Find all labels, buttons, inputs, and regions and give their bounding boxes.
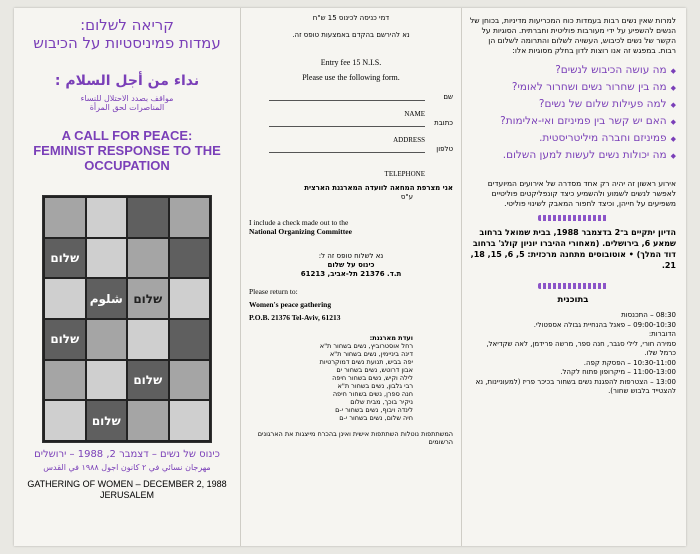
program-title: בתוכנית — [557, 295, 589, 305]
address-label-he: כתובת — [434, 119, 453, 127]
disclaimer: המשתתפות נוטלות השתתפות אישית ואינן בהכרח מייצגות את הארגונים הרשומים — [257, 430, 453, 446]
phone-field[interactable] — [249, 144, 453, 160]
question-item: ◆ פמיניזם וחברה מיליטריסטית. — [470, 132, 676, 146]
return-hebrew-3: ת.ד. 21376 תל-אביב, 61213 — [300, 270, 402, 278]
phone-label-he: טלפון — [436, 145, 453, 153]
series-paragraph: אירוע ראשון זה יהיה רק אחד מסדרה של אירועים המיועדים לאפשר לנשים לשמוע ולהשמיע כיצד קונפליקטים פוליטיים משפיעים על חייהן, וכיצד לחפור המאבק לשינוי פוליטי. — [487, 179, 676, 208]
questions-list — [470, 64, 676, 163]
check-english-1: I include a check made out to the — [249, 218, 349, 227]
registration-panel — [240, 8, 462, 546]
gathering-english-line-1: GATHERING OF WOMEN – DECEMBER 2, 1988 — [27, 479, 227, 489]
form-english: Please use the following form. — [302, 73, 400, 82]
arabic-title-line-1: نداء من أجل السلام : — [54, 73, 200, 89]
registration-form — [249, 92, 453, 178]
photo-word: שלום — [128, 279, 168, 318]
committee-member: רחל אוסטרוביץ, נשים בשחור ת"א — [319, 342, 413, 350]
name-field[interactable] — [249, 92, 453, 108]
check-hebrew-2: ע"ס — [400, 193, 413, 201]
intro-paragraph: למרות שאין נשים רבות בעמדות כוח המכריעות מדיניות, בכוחן של הנשים להשפיע על ידי מעורבות פוליטית וחברתית. הסוגיות על הקשר של נשים לכיבוש, העשויה לשלום והתרומה לשלום הן רבות. במפגש זה אנו רוצות לדון בחלק מסוגיות אלו: — [470, 16, 676, 55]
fee-hebrew: דמי כניסה לכינוס 15 ש"ח — [312, 14, 390, 22]
return-english-2: Women's peace gathering — [249, 300, 332, 309]
venue-paragraph: הדיון יתקיים ב־2 בדצמבר 1988, בבית שמואל ברחוב שמאע 6, בירושלים. (מאחורי ההיברו יוניון קולג' ברחוב דוד המלך) • אוטובוסים מתחנה מרכזית: 5, 6, 15, 18, 21. — [470, 228, 676, 270]
check-hebrew-1 — [249, 184, 453, 193]
question-item: ◆ מה עושה הכיבוש לנשים? — [470, 64, 676, 78]
question-item: ◆ מה בין שחרור נשים ושחרור לאומי? — [470, 81, 676, 95]
return-english-3: P.O.B. 21376 Tel-Aviv, 61213 — [249, 313, 341, 322]
arabic-title-line-3: المناصرات لحق المرأة — [89, 103, 165, 112]
fee-english: Entry fee 15 N.I.S. — [320, 58, 382, 67]
register-hebrew: נא להירשם בהקדם באמצעות טופס זה. — [292, 31, 410, 39]
photo-word: שלום — [87, 401, 127, 440]
name-label-en: NAME — [404, 110, 425, 118]
committee-member: ניקיר בוכך, מבית שלום — [350, 398, 413, 406]
leaflet-sheet — [14, 8, 686, 546]
photo-word: شلوم — [87, 279, 127, 318]
committee-title: ועדת מארגנת: — [369, 334, 413, 342]
address-label-en: ADDRESS — [393, 136, 425, 144]
photo-word: שלום — [45, 320, 85, 359]
program-item: הדוברות: — [648, 330, 676, 338]
quilt-photo — [42, 195, 212, 443]
hebrew-title-line-1: קריאה לשלום: — [80, 16, 174, 34]
committee-member: לילה וקיש, נשים בשחור חיפה — [332, 374, 413, 382]
check-english-2: National Organizing Committee — [249, 227, 352, 236]
return-hebrew-2: כינוס על שלום — [327, 261, 375, 269]
program-item: 10:30-11:00 – הפסקת קפה. — [583, 358, 676, 367]
address-field[interactable] — [249, 118, 453, 134]
program-item: 09:00-10:30 – פאנל בהנחיית גבולה אספטולי. — [533, 320, 676, 329]
program-list — [470, 311, 676, 397]
committee-member: רבי גלבון, נשים בשחור ת"א — [337, 382, 413, 390]
gathering-english-line-2: JERUSALEM — [99, 490, 154, 500]
committee-member: אבון דרוטש, נשים בשחור ים — [336, 366, 413, 374]
photo-word: שלום — [128, 361, 168, 400]
committee-member: חנה ספרן, נשים בשחור חיפה — [332, 390, 413, 398]
question-item: ◆ למה פעילות שלום של נשים? — [470, 98, 676, 112]
committee-member: חיה שלום, נשים בשחור י-ם — [339, 414, 413, 422]
english-title-line-2: FEMINIST RESPONSE TO THE — [33, 143, 221, 158]
name-label-he: שם — [443, 93, 453, 101]
check-hebrew-text: אני מצרפת המחאה לוועדה המארגנת הארצית — [304, 184, 453, 192]
program-item: 11:00-13:00 – מיקרופון פתוח לקהל. — [560, 368, 676, 376]
program-item: 08:30 – התכנסות — [621, 311, 676, 319]
gathering-arabic: مهرجان نسائي في ٢ كانون اجول ١٩٨٨ في القدس — [43, 463, 211, 472]
committee-member: דינה ביניימין, נשים בשחור ת"א — [329, 350, 413, 358]
info-panel — [462, 8, 686, 546]
phone-label-en: TELEPHONE — [384, 170, 425, 178]
photo-word: שלום — [45, 239, 85, 278]
divider-ornament — [538, 283, 608, 289]
arabic-title-line-2: مواقف بصدد الاحتلال للنساء — [80, 94, 174, 103]
committee-member: יפה בביש, תנועת נשים דמוקרטיות — [319, 358, 413, 366]
english-title-line-1: A CALL FOR PEACE: — [61, 128, 193, 143]
program-item: 13:00 – הצטרפות להפגנת נשים בשחור בכיכר פריז (למעוניינות, נא להצטייד בלבוש שחור). — [475, 377, 676, 395]
committee-member: לינדה ויבוף, נשים בשחור י-ם — [335, 406, 413, 414]
gathering-hebrew: כינוס של נשים – דצמבר 2, 1988 – ירושלים — [34, 449, 220, 460]
return-english-1: Please return to: — [249, 287, 298, 296]
divider-ornament — [538, 215, 608, 221]
organizing-committee — [249, 334, 453, 422]
question-item: ◆ האם יש קשר בין פמיניזם ואי-אלימות? — [470, 115, 676, 129]
cover-panel — [14, 8, 240, 546]
hebrew-title-line-2: עמדות פמיניסטיות על הכיבוש — [33, 34, 221, 52]
program-item: סמירה חורי, לילי סגבר, חנה ספר, מרשה פרידמן, לאה שקדיאל, כרמל שלו. — [486, 339, 676, 357]
english-title-line-3: OCCUPATION — [84, 158, 170, 173]
question-item: ◆ מה יכולות נשים לעשות למען השלום. — [470, 149, 676, 163]
return-hebrew-1: נא לשלוח טופס זה ל: — [318, 252, 384, 260]
